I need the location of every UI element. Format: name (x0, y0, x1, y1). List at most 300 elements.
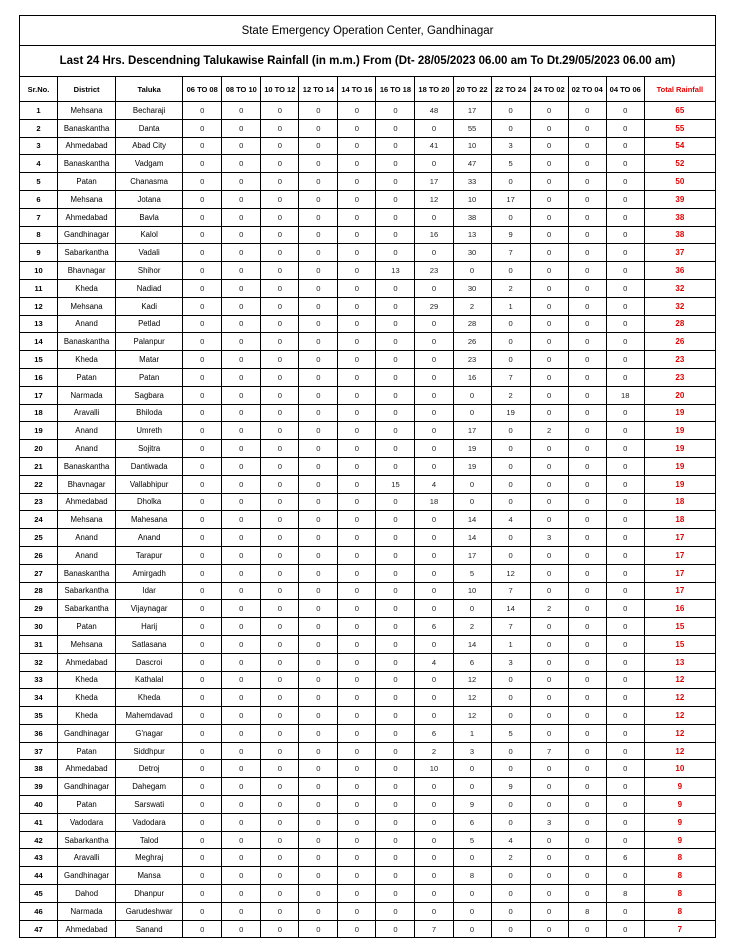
cell-rainfall: 5 (491, 155, 530, 173)
cell-rainfall: 0 (338, 262, 376, 280)
cell-rainfall: 0 (568, 279, 606, 297)
cell-rainfall: 14 (453, 529, 491, 547)
cell-rainfall: 0 (183, 119, 222, 137)
cell-rainfall: 0 (183, 351, 222, 369)
cell-rainfall: 0 (415, 333, 453, 351)
cell-rainfall: 0 (376, 885, 415, 903)
cell-rainfall: 0 (183, 368, 222, 386)
cell-district: Ahmedabad (58, 208, 116, 226)
cell-rainfall: 0 (530, 457, 568, 475)
cell-rainfall: 0 (338, 226, 376, 244)
cell-rainfall: 0 (530, 102, 568, 120)
cell-rainfall: 0 (338, 885, 376, 903)
cell-taluka: Matar (116, 351, 183, 369)
cell-district: Patan (58, 742, 116, 760)
cell-district: Sabarkantha (58, 582, 116, 600)
cell-rainfall: 0 (299, 600, 338, 618)
cell-rainfall: 0 (222, 885, 261, 903)
cell-rainfall: 0 (376, 724, 415, 742)
table-row (20, 244, 716, 262)
cell-rainfall: 0 (415, 600, 453, 618)
table-row (20, 368, 716, 386)
cell-rainfall: 0 (299, 511, 338, 529)
cell-rainfall: 0 (338, 351, 376, 369)
cell-rainfall: 0 (606, 422, 644, 440)
cell-rainfall: 0 (568, 493, 606, 511)
cell-rainfall: 0 (338, 190, 376, 208)
cell-rainfall: 0 (376, 796, 415, 814)
cell-taluka: Sagbara (116, 386, 183, 404)
cell-rainfall: 0 (261, 796, 299, 814)
cell-rainfall: 0 (222, 297, 261, 315)
cell-rainfall: 0 (261, 635, 299, 653)
cell-rainfall: 0 (261, 244, 299, 262)
cell-rainfall: 0 (183, 885, 222, 903)
cell-rainfall: 0 (183, 297, 222, 315)
report-subtitle: Last 24 Hrs. Descendning Talukawise Rainfall (in m.m.) From (Dt- 28/05/2023 06.00 am To Dt.29/05/2023 06.00 am) (20, 46, 716, 77)
cell-rainfall: 0 (183, 707, 222, 725)
cell-rainfall: 0 (568, 262, 606, 280)
cell-district: Kheda (58, 351, 116, 369)
cell-rainfall: 7 (491, 618, 530, 636)
cell-rainfall: 19 (453, 440, 491, 458)
cell-rainfall: 12 (453, 689, 491, 707)
cell-sr-no: 11 (20, 279, 58, 297)
cell-rainfall: 0 (183, 813, 222, 831)
cell-rainfall: 0 (183, 671, 222, 689)
cell-rainfall: 0 (222, 902, 261, 920)
cell-rainfall: 0 (261, 600, 299, 618)
cell-rainfall: 0 (606, 813, 644, 831)
cell-rainfall: 0 (183, 653, 222, 671)
cell-rainfall: 55 (453, 119, 491, 137)
cell-rainfall: 0 (183, 333, 222, 351)
cell-rainfall: 0 (222, 831, 261, 849)
cell-rainfall: 0 (568, 724, 606, 742)
cell-rainfall: 2 (491, 386, 530, 404)
cell-taluka: Vadali (116, 244, 183, 262)
cell-rainfall: 0 (530, 653, 568, 671)
cell-rainfall: 0 (261, 351, 299, 369)
cell-total-rainfall: 55 (644, 119, 715, 137)
table-row (20, 173, 716, 191)
cell-rainfall: 0 (568, 920, 606, 938)
col-header-slot: 12 TO 14 (299, 77, 338, 102)
cell-rainfall: 0 (606, 173, 644, 191)
table-row (20, 102, 716, 120)
cell-rainfall: 0 (222, 208, 261, 226)
cell-rainfall: 0 (222, 368, 261, 386)
cell-total-rainfall: 52 (644, 155, 715, 173)
cell-sr-no: 14 (20, 333, 58, 351)
cell-rainfall: 0 (376, 386, 415, 404)
cell-taluka: Mahesana (116, 511, 183, 529)
cell-rainfall: 0 (261, 849, 299, 867)
cell-total-rainfall: 17 (644, 564, 715, 582)
cell-district: Banaskantha (58, 457, 116, 475)
cell-rainfall: 0 (568, 849, 606, 867)
cell-rainfall: 0 (415, 831, 453, 849)
cell-rainfall: 0 (183, 849, 222, 867)
cell-sr-no: 5 (20, 173, 58, 191)
cell-rainfall: 0 (261, 653, 299, 671)
cell-rainfall: 0 (261, 724, 299, 742)
cell-rainfall: 0 (338, 849, 376, 867)
table-row (20, 849, 716, 867)
cell-rainfall: 0 (415, 902, 453, 920)
cell-sr-no: 41 (20, 813, 58, 831)
cell-total-rainfall: 32 (644, 297, 715, 315)
cell-sr-no: 27 (20, 564, 58, 582)
cell-rainfall: 0 (491, 760, 530, 778)
cell-rainfall: 0 (338, 297, 376, 315)
cell-rainfall: 0 (376, 671, 415, 689)
cell-total-rainfall: 9 (644, 796, 715, 814)
cell-total-rainfall: 39 (644, 190, 715, 208)
report-title: State Emergency Operation Center, Gandhinagar (20, 16, 716, 46)
cell-sr-no: 20 (20, 440, 58, 458)
cell-rainfall: 0 (530, 475, 568, 493)
cell-district: Bhavnagar (58, 262, 116, 280)
cell-total-rainfall: 26 (644, 333, 715, 351)
cell-rainfall: 0 (530, 582, 568, 600)
cell-sr-no: 31 (20, 635, 58, 653)
cell-rainfall: 0 (299, 351, 338, 369)
cell-rainfall: 0 (530, 778, 568, 796)
cell-rainfall: 0 (299, 404, 338, 422)
cell-rainfall: 0 (299, 689, 338, 707)
cell-rainfall: 0 (568, 707, 606, 725)
cell-rainfall: 0 (530, 689, 568, 707)
cell-sr-no: 3 (20, 137, 58, 155)
cell-sr-no: 39 (20, 778, 58, 796)
cell-rainfall: 0 (415, 885, 453, 903)
cell-rainfall: 0 (299, 119, 338, 137)
cell-rainfall: 0 (415, 511, 453, 529)
cell-rainfall: 0 (222, 119, 261, 137)
cell-district: Patan (58, 173, 116, 191)
col-header-slot: 16 TO 18 (376, 77, 415, 102)
cell-rainfall: 0 (183, 511, 222, 529)
cell-rainfall: 10 (415, 760, 453, 778)
cell-rainfall: 0 (183, 279, 222, 297)
cell-rainfall: 0 (376, 333, 415, 351)
table-row (20, 457, 716, 475)
cell-total-rainfall: 20 (644, 386, 715, 404)
col-header-total: Total Rainfall (644, 77, 715, 102)
cell-taluka: Nadiad (116, 279, 183, 297)
cell-sr-no: 25 (20, 529, 58, 547)
cell-rainfall: 0 (568, 226, 606, 244)
col-header-slot: 24 TO 02 (530, 77, 568, 102)
cell-rainfall: 30 (453, 279, 491, 297)
cell-rainfall: 0 (299, 564, 338, 582)
cell-rainfall: 0 (338, 671, 376, 689)
cell-sr-no: 38 (20, 760, 58, 778)
cell-rainfall: 0 (222, 226, 261, 244)
cell-rainfall: 0 (299, 333, 338, 351)
cell-rainfall: 0 (491, 813, 530, 831)
table-row (20, 315, 716, 333)
cell-rainfall: 0 (299, 190, 338, 208)
table-row (20, 671, 716, 689)
cell-rainfall: 0 (530, 920, 568, 938)
cell-rainfall: 5 (453, 564, 491, 582)
cell-rainfall: 0 (338, 315, 376, 333)
cell-rainfall: 0 (568, 867, 606, 885)
cell-rainfall: 0 (338, 796, 376, 814)
cell-rainfall: 0 (376, 368, 415, 386)
cell-taluka: Meghraj (116, 849, 183, 867)
cell-total-rainfall: 12 (644, 689, 715, 707)
cell-rainfall: 0 (568, 635, 606, 653)
cell-rainfall: 30 (453, 244, 491, 262)
cell-rainfall: 0 (261, 582, 299, 600)
cell-rainfall: 0 (338, 137, 376, 155)
cell-rainfall: 0 (568, 796, 606, 814)
cell-rainfall: 0 (183, 635, 222, 653)
cell-rainfall: 0 (222, 155, 261, 173)
cell-rainfall: 0 (299, 671, 338, 689)
cell-rainfall: 4 (491, 831, 530, 849)
cell-district: Patan (58, 796, 116, 814)
cell-rainfall: 7 (415, 920, 453, 938)
cell-sr-no: 9 (20, 244, 58, 262)
cell-rainfall: 0 (530, 351, 568, 369)
cell-rainfall: 0 (376, 920, 415, 938)
cell-rainfall: 13 (376, 262, 415, 280)
cell-rainfall: 0 (376, 635, 415, 653)
cell-district: Banaskantha (58, 564, 116, 582)
cell-rainfall: 0 (183, 173, 222, 191)
cell-total-rainfall: 18 (644, 511, 715, 529)
cell-district: Dahod (58, 885, 116, 903)
cell-sr-no: 32 (20, 653, 58, 671)
cell-rainfall: 0 (299, 546, 338, 564)
cell-rainfall: 0 (606, 262, 644, 280)
cell-rainfall: 0 (376, 511, 415, 529)
cell-total-rainfall: 65 (644, 102, 715, 120)
cell-district: Anand (58, 529, 116, 547)
cell-rainfall: 0 (222, 813, 261, 831)
cell-rainfall: 0 (415, 707, 453, 725)
cell-rainfall: 0 (530, 511, 568, 529)
cell-rainfall: 0 (376, 440, 415, 458)
cell-rainfall: 0 (530, 155, 568, 173)
cell-total-rainfall: 38 (644, 208, 715, 226)
cell-district: Anand (58, 440, 116, 458)
cell-rainfall: 0 (183, 244, 222, 262)
cell-rainfall: 0 (222, 351, 261, 369)
cell-rainfall: 0 (491, 689, 530, 707)
cell-rainfall: 0 (222, 262, 261, 280)
cell-rainfall: 0 (376, 831, 415, 849)
cell-rainfall: 0 (183, 440, 222, 458)
cell-rainfall: 0 (606, 333, 644, 351)
cell-rainfall: 0 (261, 119, 299, 137)
cell-rainfall: 0 (568, 119, 606, 137)
cell-rainfall: 0 (530, 226, 568, 244)
cell-total-rainfall: 38 (644, 226, 715, 244)
cell-rainfall: 0 (261, 457, 299, 475)
cell-district: Anand (58, 546, 116, 564)
cell-rainfall: 0 (530, 546, 568, 564)
cell-rainfall: 0 (299, 849, 338, 867)
cell-taluka: Kadi (116, 297, 183, 315)
cell-rainfall: 0 (491, 867, 530, 885)
cell-rainfall: 0 (222, 546, 261, 564)
cell-rainfall: 0 (299, 778, 338, 796)
cell-rainfall: 0 (453, 902, 491, 920)
col-header-sr: Sr.No. (20, 77, 58, 102)
cell-rainfall: 6 (415, 724, 453, 742)
table-row (20, 404, 716, 422)
cell-sr-no: 21 (20, 457, 58, 475)
cell-rainfall: 8 (606, 885, 644, 903)
cell-district: Narmada (58, 902, 116, 920)
cell-rainfall: 0 (376, 173, 415, 191)
cell-taluka: Abad City (116, 137, 183, 155)
cell-total-rainfall: 23 (644, 368, 715, 386)
cell-rainfall: 0 (606, 475, 644, 493)
cell-district: Anand (58, 315, 116, 333)
cell-taluka: Vadodara (116, 813, 183, 831)
cell-rainfall: 0 (222, 457, 261, 475)
cell-rainfall: 0 (606, 457, 644, 475)
cell-sr-no: 19 (20, 422, 58, 440)
cell-rainfall: 0 (222, 796, 261, 814)
cell-sr-no: 43 (20, 849, 58, 867)
cell-rainfall: 0 (183, 315, 222, 333)
cell-rainfall: 0 (376, 529, 415, 547)
table-row (20, 653, 716, 671)
cell-rainfall: 0 (491, 707, 530, 725)
cell-rainfall: 0 (261, 760, 299, 778)
cell-total-rainfall: 15 (644, 618, 715, 636)
cell-sr-no: 2 (20, 119, 58, 137)
cell-rainfall: 0 (606, 867, 644, 885)
cell-rainfall: 0 (338, 333, 376, 351)
cell-district: Sabarkantha (58, 831, 116, 849)
cell-rainfall: 0 (568, 440, 606, 458)
cell-rainfall: 0 (568, 618, 606, 636)
cell-rainfall: 0 (491, 440, 530, 458)
cell-taluka: Dantiwada (116, 457, 183, 475)
cell-rainfall: 0 (376, 244, 415, 262)
cell-rainfall: 12 (453, 707, 491, 725)
cell-rainfall: 0 (376, 493, 415, 511)
cell-rainfall: 0 (606, 760, 644, 778)
cell-rainfall: 0 (530, 849, 568, 867)
table-body (20, 102, 716, 938)
table-row (20, 582, 716, 600)
cell-rainfall: 0 (261, 386, 299, 404)
cell-rainfall: 0 (299, 902, 338, 920)
cell-rainfall: 3 (491, 653, 530, 671)
cell-sr-no: 17 (20, 386, 58, 404)
cell-taluka: Talod (116, 831, 183, 849)
cell-rainfall: 1 (491, 635, 530, 653)
cell-rainfall: 0 (415, 671, 453, 689)
cell-rainfall: 0 (606, 778, 644, 796)
cell-district: Mehsana (58, 635, 116, 653)
cell-rainfall: 0 (261, 618, 299, 636)
cell-district: Mehsana (58, 511, 116, 529)
cell-rainfall: 0 (568, 742, 606, 760)
cell-rainfall: 0 (222, 653, 261, 671)
cell-rainfall: 0 (568, 564, 606, 582)
cell-taluka: G'nagar (116, 724, 183, 742)
cell-rainfall: 0 (338, 707, 376, 725)
cell-rainfall: 0 (568, 368, 606, 386)
cell-rainfall: 0 (606, 671, 644, 689)
cell-rainfall: 0 (568, 173, 606, 191)
cell-rainfall: 0 (299, 457, 338, 475)
cell-rainfall: 17 (491, 190, 530, 208)
cell-rainfall: 0 (261, 831, 299, 849)
cell-rainfall: 0 (183, 262, 222, 280)
cell-rainfall: 0 (606, 119, 644, 137)
cell-taluka: Sarswati (116, 796, 183, 814)
cell-rainfall: 0 (415, 279, 453, 297)
cell-rainfall: 48 (415, 102, 453, 120)
cell-rainfall: 0 (183, 742, 222, 760)
cell-rainfall: 0 (606, 689, 644, 707)
cell-rainfall: 0 (338, 511, 376, 529)
col-header-slot: 14 TO 16 (338, 77, 376, 102)
cell-total-rainfall: 19 (644, 457, 715, 475)
cell-rainfall: 0 (299, 262, 338, 280)
cell-rainfall: 0 (606, 796, 644, 814)
cell-rainfall: 0 (491, 742, 530, 760)
cell-rainfall: 0 (183, 778, 222, 796)
cell-rainfall: 0 (222, 493, 261, 511)
cell-rainfall: 0 (222, 315, 261, 333)
cell-rainfall: 0 (415, 796, 453, 814)
cell-district: Vadodara (58, 813, 116, 831)
cell-sr-no: 46 (20, 902, 58, 920)
cell-district: Gandhinagar (58, 778, 116, 796)
cell-taluka: Petlad (116, 315, 183, 333)
cell-rainfall: 0 (338, 244, 376, 262)
cell-rainfall: 0 (530, 333, 568, 351)
cell-sr-no: 18 (20, 404, 58, 422)
cell-district: Banaskantha (58, 155, 116, 173)
cell-rainfall: 0 (338, 582, 376, 600)
cell-sr-no: 35 (20, 707, 58, 725)
cell-rainfall: 0 (338, 546, 376, 564)
cell-rainfall: 0 (453, 404, 491, 422)
cell-rainfall: 8 (568, 902, 606, 920)
cell-rainfall: 0 (183, 386, 222, 404)
cell-rainfall: 0 (183, 546, 222, 564)
cell-rainfall: 0 (299, 885, 338, 903)
cell-rainfall: 0 (568, 475, 606, 493)
cell-total-rainfall: 12 (644, 724, 715, 742)
cell-rainfall: 28 (453, 315, 491, 333)
cell-rainfall: 17 (453, 422, 491, 440)
cell-rainfall: 0 (376, 564, 415, 582)
cell-rainfall: 0 (606, 440, 644, 458)
cell-rainfall: 0 (183, 582, 222, 600)
cell-sr-no: 42 (20, 831, 58, 849)
cell-rainfall: 0 (183, 102, 222, 120)
cell-rainfall: 0 (183, 475, 222, 493)
cell-rainfall: 0 (530, 297, 568, 315)
table-row (20, 529, 716, 547)
cell-sr-no: 6 (20, 190, 58, 208)
cell-district: Kheda (58, 689, 116, 707)
